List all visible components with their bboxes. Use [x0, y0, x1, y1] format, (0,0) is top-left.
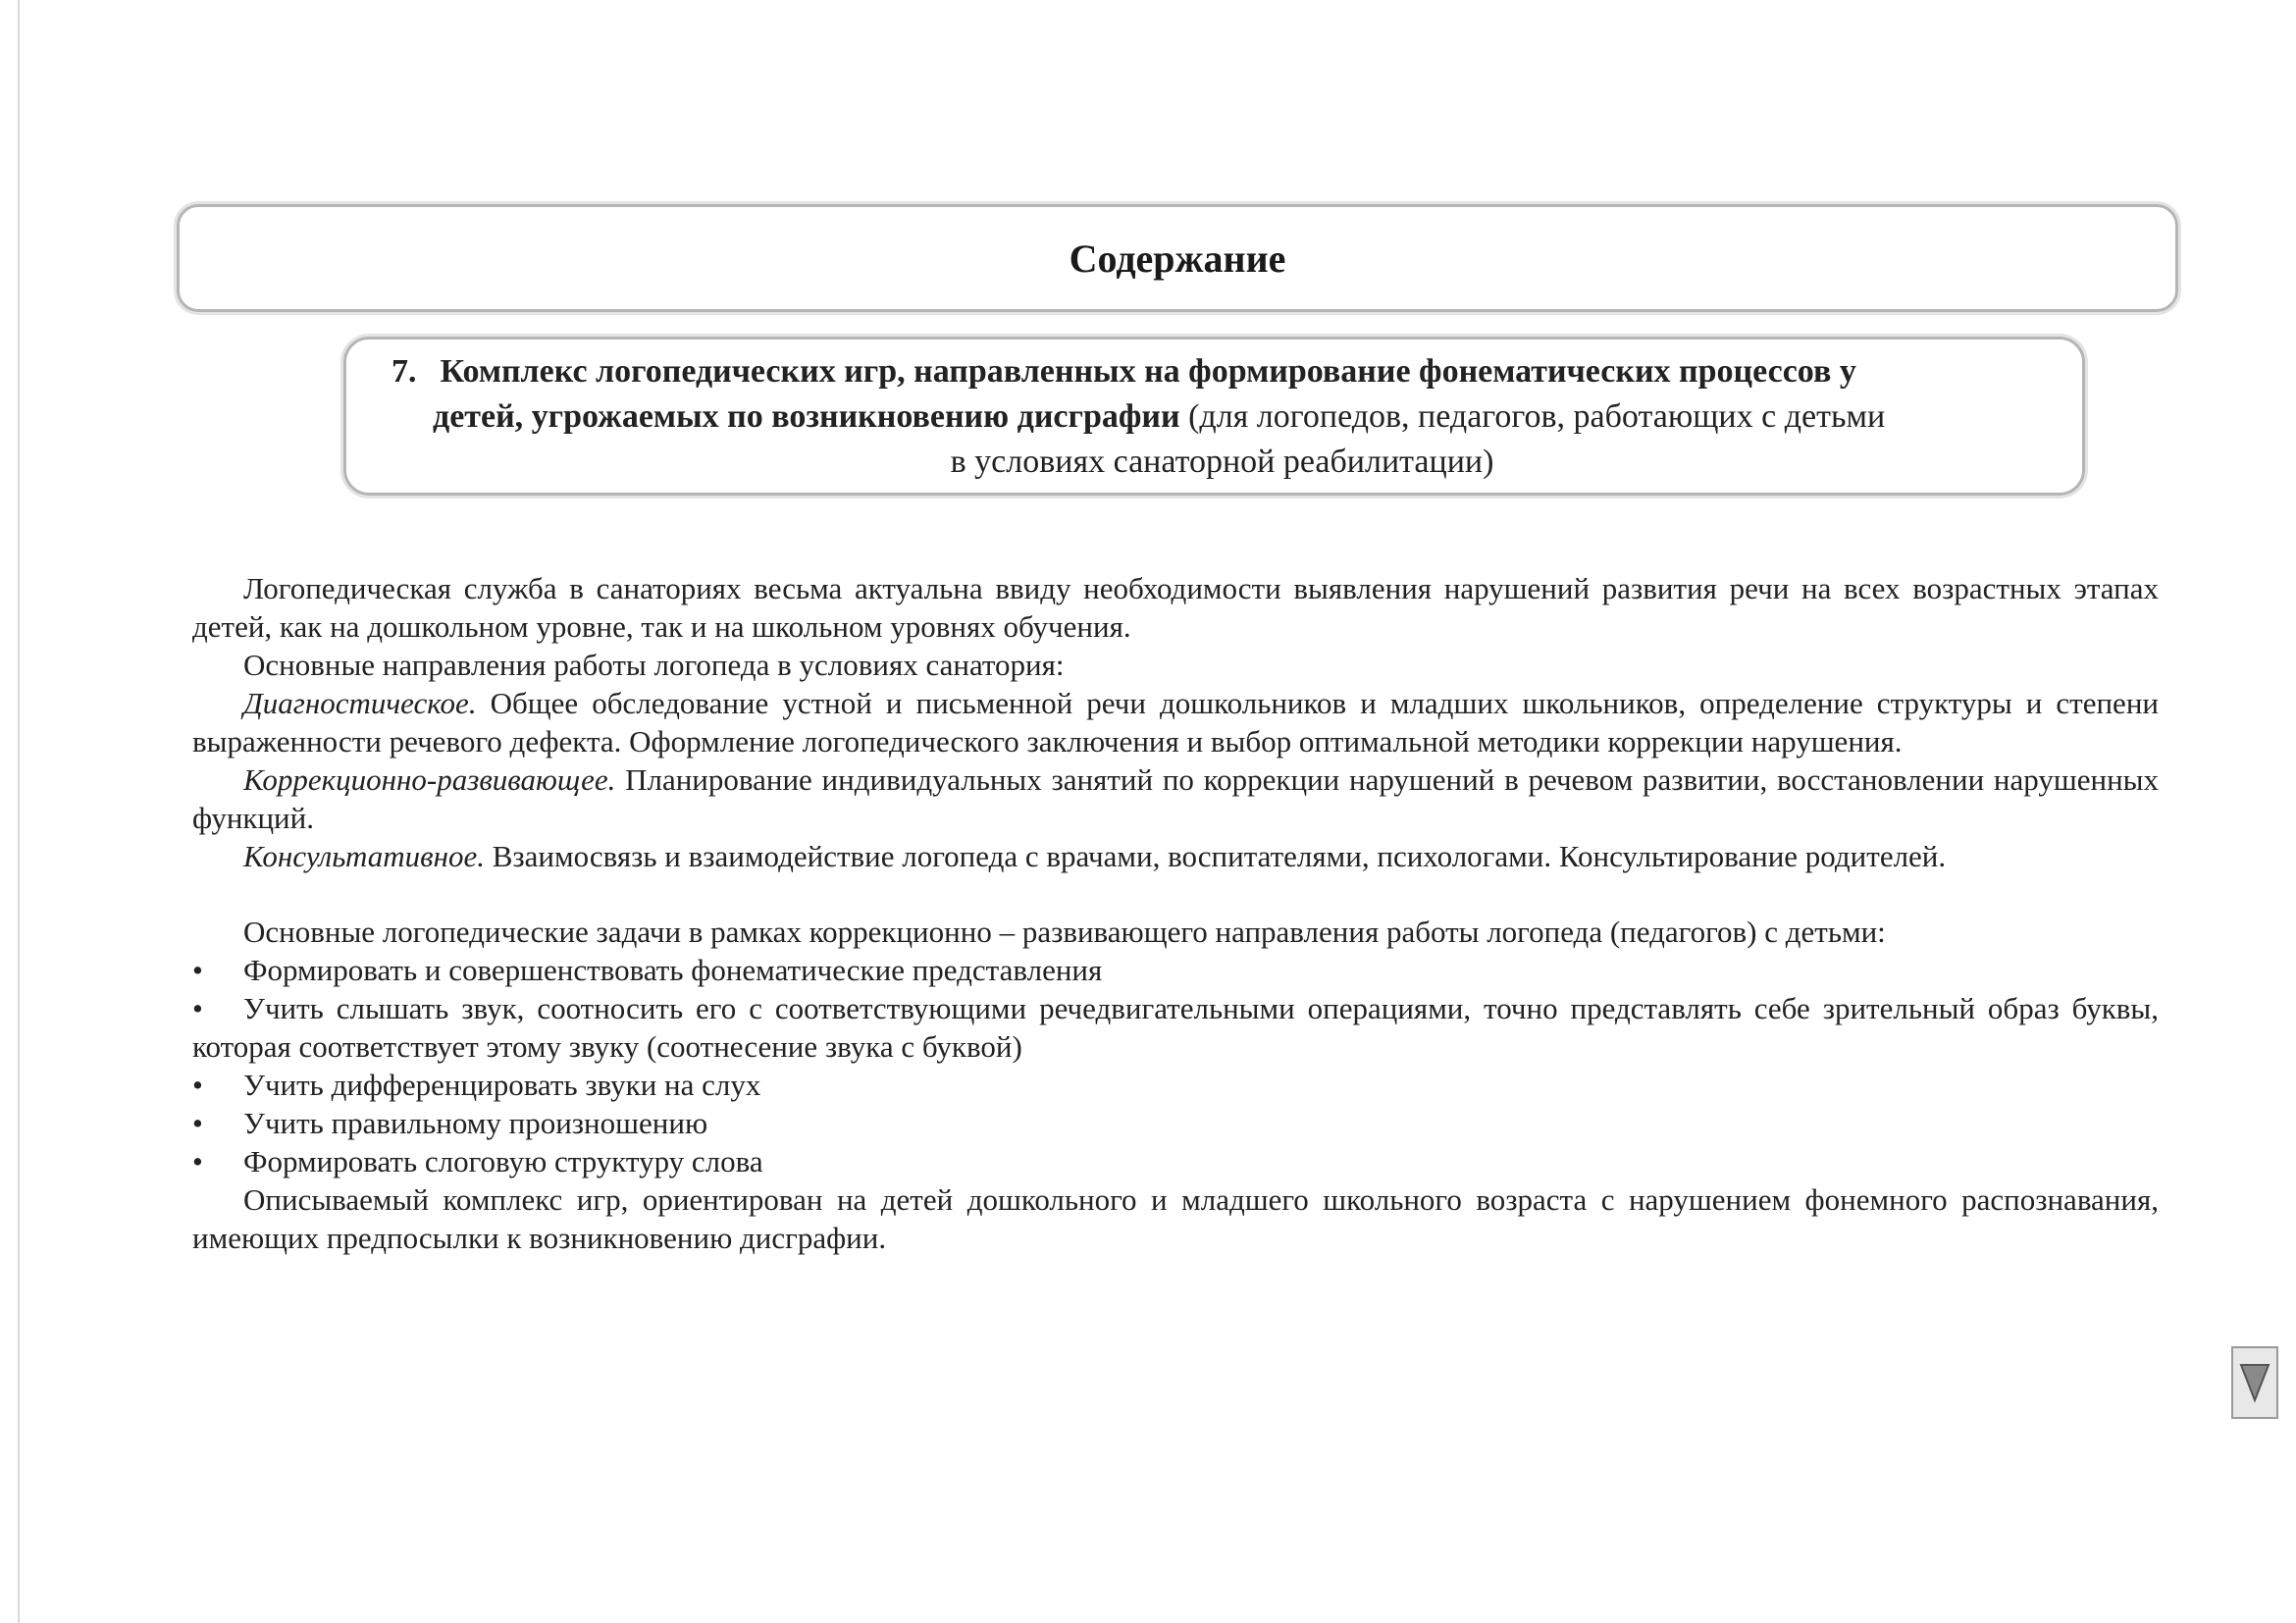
bullet-mark: • [192, 1068, 203, 1102]
section-heading [391, 349, 2053, 485]
page-edge [18, 0, 20, 1623]
paragraph-diagnostic [192, 684, 2159, 760]
consulting-text: Взаимосвязь и взаимодействие логопеда с врачами, воспитателями, психологами. Консультирование родителей. [484, 839, 1947, 873]
bullet-mark: • [192, 1144, 203, 1178]
paragraph-tasks: Основные логопедические задачи в рамках коррекционно – развивающего направления работы логопеда (педагогов) с детьми: [243, 915, 1886, 949]
section-heading-line-2 [391, 394, 2053, 440]
section-title-bold-2: детей, угрожаемых по возникновению дисграфии [433, 398, 1180, 435]
bullet-mark: • [192, 1106, 203, 1140]
list-item [192, 1142, 2159, 1180]
spacer [192, 875, 2159, 913]
document-body [192, 569, 2159, 1257]
paragraph-games: Описываемый комплекс игр, ориентирован на детей дошкольного и младшего школьного возраста с нарушением фонемного распознавания, имеющих предпосылки к возникновению дисграфии. [192, 1182, 2159, 1255]
list-item-text: Учить правильному произношению [243, 1106, 708, 1140]
list-item-text: Формировать и совершенствовать фонематические представления [243, 953, 1103, 987]
term-consulting: Консультативное. [243, 839, 485, 873]
list-item-text: Формировать слоговую структуру слова [243, 1144, 763, 1178]
list-item [192, 1066, 2159, 1104]
diagnostic-text: Общее обследование устной и письменной речи дошкольников и младших школьников, определение структуры и степени выраженности речевого дефекта. Оформление логопедического заключения и выбор оптимальной методики коррекции нарушения. [192, 686, 2159, 759]
section-heading-line-1 [391, 349, 2053, 394]
paragraph-correction [192, 760, 2159, 837]
term-correction: Коррекционно-развивающее. [243, 762, 616, 797]
section-number: 7. [391, 353, 417, 390]
page-title: Содержание [1069, 236, 1286, 281]
scroll-down-arrow-icon[interactable] [2231, 1346, 2278, 1419]
list-item-text: Учить слышать звук, соотносить его с соответствующими речедвигательными операциями, точно представлять себе зрительный образ буквы, которая соответствует этому звуку (соотнесение звука с буквой) [192, 991, 2159, 1064]
section-title-normal-2: (для логопедов, педагогов, работающих с детьми [1179, 398, 1886, 435]
list-item [192, 989, 2159, 1066]
section-title-normal-3: в условиях санаторной реабилитации) [950, 444, 1494, 480]
bullet-mark: • [192, 991, 203, 1025]
term-diagnostic: Диагностическое. [243, 686, 477, 720]
list-item [192, 951, 2159, 989]
down-triangle-icon [2238, 1361, 2271, 1404]
list-item [192, 1104, 2159, 1142]
correction-text: Планирование индивидуальных занятий по коррекции нарушений в речевом развитии, восстановлении нарушенных функций. [192, 762, 2159, 835]
paragraph-consulting [192, 837, 2159, 875]
bullet-mark: • [192, 953, 203, 987]
paragraph-directions: Основные направления работы логопеда в условиях санатория: [243, 648, 1065, 682]
paragraph-intro: Логопедическая служба в санаториях весьма актуальна ввиду необходимости выявления нарушений развития речи на всех возрастных этапах детей, как на дошкольном уровне, так и на школьном уровнях обучения. [192, 571, 2159, 644]
list-item-text: Учить дифференцировать звуки на слух [243, 1068, 761, 1102]
section-heading-box [343, 337, 2085, 496]
section-title-bold-1: Комплекс логопедических игр, направленных на формирование фонематических процессов у [440, 353, 1856, 390]
contents-header-box [177, 204, 2178, 312]
